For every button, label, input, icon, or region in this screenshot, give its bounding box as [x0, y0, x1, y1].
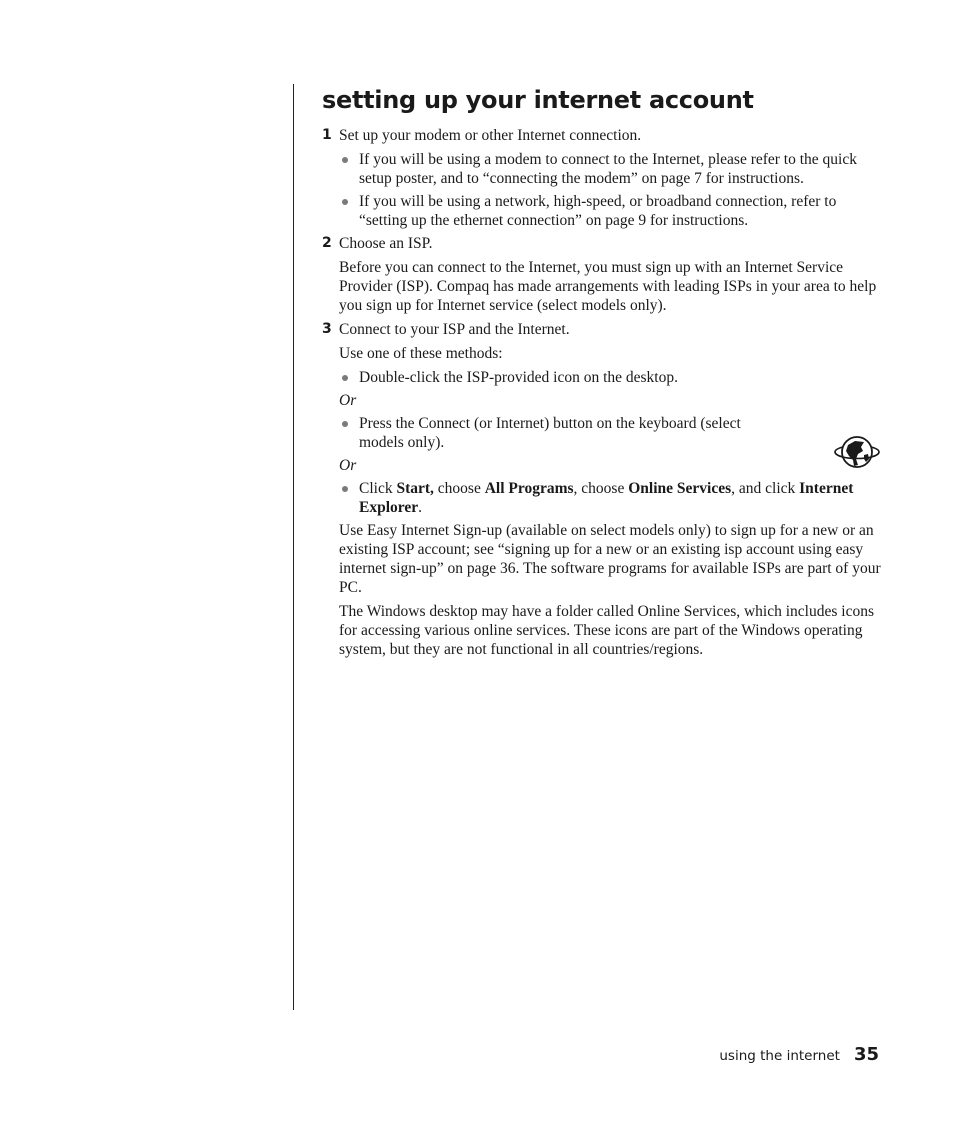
- bullet-icon: [342, 157, 348, 163]
- bullet-icon: [342, 486, 348, 492]
- page-content: [322, 80, 882, 664]
- list-item: [322, 479, 882, 517]
- bullet-text-part: choose: [433, 480, 485, 497]
- bullet-text-part: , and click: [731, 480, 800, 497]
- step-number: 3: [322, 321, 332, 337]
- methods-intro: Use one of these methods:: [339, 345, 503, 362]
- list-item: [322, 150, 882, 188]
- bullet-text: Double-click the ISP-provided icon on the desktop.: [359, 369, 678, 386]
- step-text: Connect to your ISP and the Internet.: [339, 321, 570, 338]
- bullet-text: Press the Connect (or Internet) button on the keyboard (select models only).: [359, 415, 741, 451]
- step-1: [322, 126, 882, 145]
- step-3: [322, 320, 882, 339]
- isp-paragraph: Before you can connect to the Internet, you must sign up with an Internet Service Provider (ISP). Compaq has made arrangements with leading ISPs in your area to help you sign up for Internet service (select models only).: [339, 259, 877, 314]
- step-2: [322, 234, 882, 253]
- list-item: [322, 368, 882, 387]
- online-services-label: Online Services: [628, 480, 732, 497]
- bullet-text-part: Click: [359, 480, 397, 497]
- page-footer: [719, 1044, 879, 1065]
- easy-signup-paragraph: Use Easy Internet Sign-up (available on select models only) to sign up for a new or an existing ISP account; see “signing up for a new or an existing isp account using easy internet sign-up” on page 36. The software programs for available ISPs are part of your PC.: [339, 522, 881, 596]
- page-title: setting up your internet account: [322, 86, 754, 114]
- step-number: 2: [322, 235, 332, 251]
- margin-rule: [293, 84, 294, 1010]
- bullet-text: If you will be using a modem to connect to the Internet, please refer to the quick setup poster, and to “connecting the modem” on page 7 for instructions.: [359, 151, 857, 187]
- bullet-icon: [342, 421, 348, 427]
- internet-explorer-label: Internet Explorer: [359, 480, 854, 516]
- or-separator: Or: [339, 392, 357, 409]
- internet-globe-icon: [833, 432, 881, 472]
- step-number: 1: [322, 127, 332, 143]
- bullet-text: If you will be using a network, high-speed, or broadband connection, refer to “setting up the ethernet connection” on page 9 for instructions.: [359, 193, 837, 229]
- or-separator: Or: [339, 457, 357, 474]
- page-number: 35: [853, 1044, 879, 1065]
- bullet-icon: [342, 375, 348, 381]
- step-text: Choose an ISP.: [339, 235, 433, 252]
- footer-section-label: using the internet: [719, 1048, 840, 1064]
- list-item: [322, 414, 882, 452]
- list-item: [322, 192, 882, 230]
- bullet-text-part: , choose: [573, 480, 629, 497]
- step-text: Set up your modem or other Internet connection.: [339, 127, 642, 144]
- start-label: Start,: [396, 480, 434, 497]
- bullet-text-part: .: [418, 499, 422, 516]
- all-programs-label: All Programs: [484, 480, 574, 497]
- online-services-paragraph: The Windows desktop may have a folder called Online Services, which includes icons for accessing various online services. These icons are part of the Windows operating system, but they are not functional in all countries/regions.: [339, 603, 874, 658]
- bullet-icon: [342, 199, 348, 205]
